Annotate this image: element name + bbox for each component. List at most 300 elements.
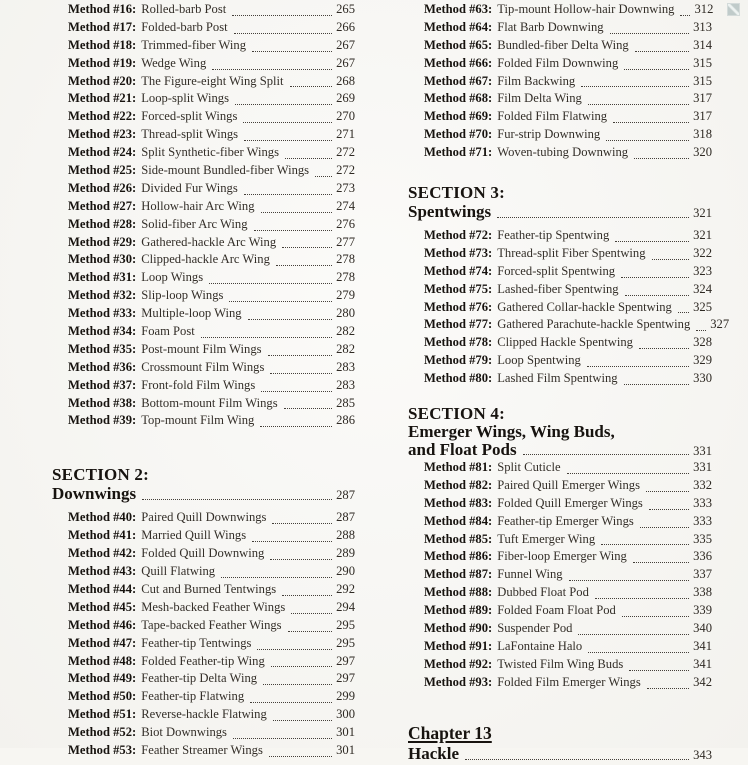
- dot-leader: [271, 666, 332, 667]
- page-number: 266: [336, 19, 355, 34]
- toc-entry-row: [424, 145, 712, 163]
- page-number: 333: [693, 495, 712, 510]
- method-label: Method #51:: [68, 707, 137, 722]
- entry-title: Lashed-fiber Spentwing: [497, 281, 619, 296]
- method-label: Method #79:: [424, 353, 493, 368]
- toc-left-column: [52, 2, 355, 761]
- page-number: 287: [336, 488, 355, 503]
- dot-leader: [142, 499, 332, 500]
- dot-leader: [633, 562, 689, 563]
- method-label: Method #72:: [424, 228, 493, 243]
- entry-title: Feather Streamer Wings: [141, 742, 263, 757]
- dot-leader: [252, 541, 332, 542]
- method-label: Method #43:: [68, 564, 137, 579]
- toc-entry-row: [68, 582, 355, 600]
- entry-title: Gathered-hackle Arc Wing: [141, 234, 277, 249]
- entry-title: Folded Foam Float Pod: [497, 603, 616, 618]
- entry-title: Reverse-hackle Flatwing: [141, 707, 267, 722]
- page-number: 301: [336, 725, 355, 740]
- dot-leader: [621, 277, 689, 278]
- page-number: 325: [693, 299, 712, 314]
- dot-leader: [288, 631, 333, 632]
- toc-entry-row: [68, 564, 355, 582]
- entry-title: Side-mount Bundled-fiber Wings: [141, 163, 310, 178]
- page-number: 276: [336, 216, 355, 231]
- dot-leader: [257, 649, 332, 650]
- toc-entry-row: [424, 478, 712, 496]
- toc-entry-row: [424, 317, 730, 335]
- page-number: 317: [693, 109, 712, 124]
- entry-title: Biot Downwings: [141, 725, 227, 740]
- page-number: 336: [693, 549, 712, 564]
- method-label: Method #78:: [424, 335, 493, 350]
- dot-leader: [647, 688, 689, 689]
- method-label: Method #53:: [68, 742, 137, 757]
- page-number: 312: [694, 2, 714, 16]
- dot-leader: [270, 373, 332, 374]
- entry-title: Married Quill Wings: [141, 528, 247, 543]
- image-placeholder-icon: [727, 3, 740, 16]
- toc-entry-row: [68, 145, 355, 163]
- method-label: Method #39:: [68, 413, 137, 428]
- method-label: Method #28:: [68, 216, 137, 231]
- page-number: 343: [693, 747, 712, 762]
- method-label: Method #42:: [68, 546, 137, 561]
- toc-entry-row: [424, 228, 712, 246]
- entry-title: Fur-strip Downwing: [497, 127, 601, 142]
- page-number: 301: [336, 742, 355, 757]
- section-title: Downwings: [52, 484, 137, 504]
- toc-entry-row: [424, 353, 712, 371]
- toc-entry-row: [68, 360, 355, 378]
- dot-leader: [243, 122, 332, 123]
- toc-entry-row: [68, 38, 355, 56]
- entry-title: Loop Wings: [141, 270, 204, 285]
- method-label: Method #25:: [68, 163, 137, 178]
- toc-entry-row: [68, 725, 355, 743]
- page-number: 271: [336, 127, 355, 142]
- dot-leader: [282, 595, 332, 596]
- toc-entry-row: [424, 20, 712, 38]
- chapter-title: Hackle: [408, 743, 459, 763]
- left-entries-bottom: [52, 510, 355, 760]
- method-label: Method #49:: [68, 671, 137, 686]
- page-number: 287: [336, 510, 355, 525]
- method-label: Method #81:: [424, 460, 493, 475]
- section-2-block: [52, 465, 355, 505]
- entry-title: Slip-loop Wings: [141, 288, 224, 303]
- toc-entry-row: [68, 288, 355, 306]
- method-label: Method #40:: [68, 510, 137, 525]
- toc-right-column: [408, 2, 730, 765]
- dot-leader: [315, 176, 332, 177]
- method-label: Method #91:: [424, 638, 493, 653]
- dot-leader: [212, 69, 332, 70]
- entry-title: Rolled-barb Post: [141, 2, 227, 16]
- toc-entry-row: [68, 163, 355, 181]
- section-4-block: [408, 404, 712, 460]
- page-number: 313: [693, 19, 712, 34]
- method-label: Method #85:: [424, 531, 493, 546]
- toc-entry-row: [424, 603, 712, 621]
- dot-leader: [250, 702, 332, 703]
- dot-leader: [567, 473, 690, 474]
- dot-leader: [634, 158, 689, 159]
- toc-entry-row: [68, 91, 355, 109]
- toc-entry-row: [424, 567, 712, 585]
- page-number: 320: [693, 145, 712, 160]
- toc-entry-row: [424, 56, 712, 74]
- method-label: Method #35:: [68, 341, 137, 356]
- dot-leader: [613, 122, 689, 123]
- entry-title: Crossmount Film Wings: [141, 359, 265, 374]
- entry-title: Solid-fiber Arc Wing: [141, 216, 248, 231]
- method-label: Method #30:: [68, 252, 137, 267]
- dot-leader: [276, 265, 332, 266]
- method-label: Method #92:: [424, 656, 493, 671]
- toc-entry-row: [68, 181, 355, 199]
- entry-title: Film Delta Wing: [497, 91, 582, 106]
- toc-entry-row: [424, 335, 712, 353]
- toc-entry-row: [68, 74, 355, 92]
- page-number: 317: [693, 91, 712, 106]
- method-label: Method #88:: [424, 585, 493, 600]
- toc-entry-row: [424, 300, 712, 318]
- dot-leader: [678, 312, 689, 313]
- toc-entry-row: [68, 636, 355, 654]
- entry-title: Foam Post: [141, 324, 195, 339]
- dot-leader: [696, 330, 706, 331]
- dot-leader: [639, 348, 689, 349]
- page-number: 283: [336, 359, 355, 374]
- entry-title: Fiber-loop Emerger Wing: [497, 549, 627, 564]
- toc-entry-row: [424, 639, 712, 657]
- toc-entry-row: [424, 532, 712, 550]
- method-label: Method #80:: [424, 371, 493, 386]
- dot-leader: [640, 527, 689, 528]
- entry-title: Folded Quill Downwing: [141, 546, 265, 561]
- section-title-line: [408, 202, 712, 223]
- page-number: 280: [336, 306, 355, 321]
- entry-title: Mesh-backed Feather Wings: [141, 599, 286, 614]
- left-entries-top: [52, 2, 355, 431]
- method-label: Method #38:: [68, 395, 137, 410]
- page-number: 335: [693, 531, 712, 546]
- entry-title: Quill Flatwing: [141, 564, 216, 579]
- page-number: 341: [693, 638, 712, 653]
- entry-title: Loop-split Wings: [141, 91, 229, 106]
- entry-title: Cut and Burned Tentwings: [141, 581, 277, 596]
- method-label: Method #75:: [424, 281, 493, 296]
- entry-title: Split Cuticle: [497, 460, 561, 475]
- method-label: Method #90:: [424, 621, 493, 636]
- page-number: 337: [693, 567, 712, 582]
- section-title: Emerger Wings, Wing Buds,: [408, 422, 615, 442]
- method-label: Method #26:: [68, 180, 137, 195]
- dot-leader: [285, 158, 332, 159]
- method-label: Method #47:: [68, 635, 137, 650]
- dot-leader: [235, 104, 332, 105]
- method-label: Method #32:: [68, 288, 137, 303]
- method-label: Method #68:: [424, 91, 493, 106]
- toc-entry-row: [68, 671, 355, 689]
- toc-entry-row: [68, 109, 355, 127]
- entry-title: Hollow-hair Arc Wing: [141, 198, 255, 213]
- page-number: 323: [693, 263, 712, 278]
- toc-entry-row: [68, 217, 355, 235]
- method-label: Method #89:: [424, 603, 493, 618]
- method-label: Method #87:: [424, 567, 493, 582]
- page-number: 272: [336, 163, 355, 178]
- entry-title: Tape-backed Feather Wings: [141, 617, 282, 632]
- method-label: Method #84:: [424, 513, 493, 528]
- toc-entry-row: [424, 460, 712, 478]
- toc-entry-row: [68, 396, 355, 414]
- entry-title: Trimmed-fiber Wing: [141, 37, 247, 52]
- section-title-line-1: [408, 423, 712, 441]
- method-label: Method #93:: [424, 674, 493, 689]
- entry-title: Folded Film Flatwing: [497, 109, 608, 124]
- entry-title: Twisted Film Wing Buds: [497, 656, 624, 671]
- toc-entry-row: [424, 127, 712, 145]
- entry-title: Bundled-fiber Delta Wing: [497, 37, 629, 52]
- dot-leader: [232, 15, 332, 16]
- method-label: Method #37:: [68, 377, 137, 392]
- page-number: 283: [336, 377, 355, 392]
- dot-leader: [254, 230, 333, 231]
- toc-entry-row: [424, 585, 712, 603]
- page-number: 265: [336, 2, 355, 16]
- page-number: 314: [693, 37, 712, 52]
- dot-leader: [622, 616, 689, 617]
- toc-entry-row: [424, 2, 712, 20]
- dot-leader: [252, 51, 332, 52]
- page-number: 342: [693, 674, 712, 689]
- method-label: Method #34:: [68, 324, 137, 339]
- toc-entry-row: [68, 510, 355, 528]
- page-number: 341: [693, 656, 712, 671]
- dot-leader: [601, 544, 689, 545]
- entry-title: Thread-split Fiber Spentwing: [497, 245, 646, 260]
- toc-entry-row: [424, 264, 712, 282]
- method-label: Method #69:: [424, 109, 493, 124]
- dot-leader: [635, 51, 689, 52]
- page-number: 329: [693, 353, 712, 368]
- entry-title: Folded Feather-tip Wing: [141, 653, 265, 668]
- toc-entry-row: [68, 306, 355, 324]
- dot-leader: [270, 559, 332, 560]
- page-number: 333: [693, 513, 712, 528]
- toc-entry-row: [424, 91, 712, 109]
- dot-leader: [248, 319, 333, 320]
- toc-entry-row: [424, 74, 712, 92]
- method-label: Method #33:: [68, 306, 137, 321]
- method-label: Method #66:: [424, 55, 493, 70]
- entry-title: Wedge Wing: [141, 55, 207, 70]
- method-label: Method #82:: [424, 477, 493, 492]
- method-label: Method #16:: [68, 2, 137, 16]
- entry-title: Divided Fur Wings: [141, 180, 238, 195]
- right-entries-bottom: [408, 460, 712, 693]
- toc-entry-row: [68, 378, 355, 396]
- chapter-13-block: [408, 723, 712, 765]
- method-label: Method #67:: [424, 73, 493, 88]
- page-number: 279: [336, 288, 355, 303]
- dot-leader: [497, 217, 689, 218]
- dot-leader: [587, 366, 689, 367]
- dot-leader: [261, 391, 332, 392]
- entry-title: Tuft Emerger Wing: [497, 531, 596, 546]
- toc-entry-row: [68, 689, 355, 707]
- dot-leader: [595, 598, 689, 599]
- section-title-line: [52, 484, 355, 505]
- dot-leader: [465, 759, 689, 760]
- dot-leader: [625, 295, 690, 296]
- dot-leader: [233, 738, 332, 739]
- method-label: Method #63:: [424, 2, 493, 16]
- dot-leader: [244, 194, 332, 195]
- page-number: 297: [336, 653, 355, 668]
- method-label: Method #44:: [68, 581, 137, 596]
- page-number: 290: [336, 564, 355, 579]
- toc-entry-row: [424, 549, 712, 567]
- toc-entry-row: [424, 621, 712, 639]
- method-label: Method #31:: [68, 270, 137, 285]
- toc-entry-row: [68, 252, 355, 270]
- method-label: Method #77:: [424, 317, 493, 332]
- page-number: 288: [336, 528, 355, 543]
- method-label: Method #19:: [68, 55, 137, 70]
- dot-leader: [680, 15, 690, 16]
- section-title: Spentwings: [408, 202, 492, 222]
- method-label: Method #71:: [424, 145, 493, 160]
- page-number: 289: [336, 546, 355, 561]
- dot-leader: [624, 69, 689, 70]
- toc-entry-row: [424, 496, 712, 514]
- entry-title: Post-mount Film Wings: [141, 341, 262, 356]
- method-label: Method #22:: [68, 109, 137, 124]
- method-label: Method #18:: [68, 37, 137, 52]
- entry-title: Folded Film Emerger Wings: [497, 674, 641, 689]
- method-label: Method #41:: [68, 528, 137, 543]
- page-number: 286: [336, 413, 355, 428]
- section-title-line-2: [408, 441, 712, 461]
- entry-title: Bottom-mount Film Wings: [141, 395, 278, 410]
- method-label: Method #73:: [424, 245, 493, 260]
- method-label: Method #83:: [424, 495, 493, 510]
- dot-leader: [244, 140, 332, 141]
- toc-entry-row: [424, 246, 712, 264]
- dot-leader: [284, 408, 332, 409]
- page-number: 330: [693, 371, 712, 386]
- page-number: 267: [336, 37, 355, 52]
- dot-leader: [615, 241, 689, 242]
- entry-title: Feather-tip Spentwing: [497, 228, 610, 243]
- entry-title: Clipped-hackle Arc Wing: [141, 252, 270, 267]
- page-number: 300: [336, 707, 355, 722]
- entry-title: The Figure-eight Wing Split: [141, 73, 284, 88]
- dot-leader: [649, 509, 689, 510]
- toc-entry-row: [68, 270, 355, 288]
- entry-title: Forced-split Wings: [141, 109, 238, 124]
- dot-leader: [273, 720, 332, 721]
- entry-title: Folded Quill Emerger Wings: [497, 495, 643, 510]
- entry-title: Folded-barb Post: [141, 19, 228, 34]
- dot-leader: [201, 337, 332, 338]
- toc-entry-row: [68, 707, 355, 725]
- entry-title: Feather-tip Delta Wing: [141, 671, 258, 686]
- page-number: 282: [336, 341, 355, 356]
- page-number: 331: [693, 460, 712, 475]
- page-number: 274: [336, 198, 355, 213]
- page-number: 340: [693, 621, 712, 636]
- entry-title: Front-fold Film Wings: [141, 377, 256, 392]
- toc-entry-row: [68, 2, 355, 20]
- entry-title: Multiple-loop Wing: [141, 306, 242, 321]
- page-number: 327: [710, 317, 730, 332]
- dot-leader: [581, 86, 689, 87]
- dot-leader: [652, 259, 690, 260]
- toc-entry-row: [424, 514, 712, 532]
- entry-title: Lashed Film Spentwing: [497, 371, 618, 386]
- dot-leader: [569, 580, 690, 581]
- toc-entry-row: [68, 235, 355, 253]
- toc-entry-row: [68, 743, 355, 761]
- method-label: Method #86:: [424, 549, 493, 564]
- dot-leader: [588, 652, 689, 653]
- dot-leader: [629, 670, 689, 671]
- page-number: 322: [693, 245, 712, 260]
- dot-leader: [282, 247, 332, 248]
- page-number: 277: [336, 234, 355, 249]
- entry-title: Folded Film Downwing: [497, 55, 619, 70]
- entry-title: Top-mount Film Wing: [141, 413, 255, 428]
- method-label: Method #17:: [68, 19, 137, 34]
- entry-title: Suspender Pod: [497, 621, 573, 636]
- toc-entry-row: [68, 199, 355, 217]
- entry-title: Woven-tubing Downwing: [497, 145, 629, 160]
- section-3-block: [408, 183, 712, 223]
- method-label: Method #21:: [68, 91, 137, 106]
- page-number: 321: [693, 206, 712, 221]
- method-label: Method #45:: [68, 599, 137, 614]
- toc-entry-row: [68, 546, 355, 564]
- page-number: 315: [693, 55, 712, 70]
- method-label: Method #46:: [68, 617, 137, 632]
- toc-entry-row: [424, 371, 712, 389]
- page-number: 285: [336, 395, 355, 410]
- method-label: Method #24:: [68, 145, 137, 160]
- toc-entry-row: [68, 324, 355, 342]
- toc-entry-row: [424, 38, 712, 56]
- page-number: 318: [693, 127, 712, 142]
- page-number: 268: [336, 73, 355, 88]
- toc-entry-row: [68, 127, 355, 145]
- page-number: 315: [693, 73, 712, 88]
- toc-entry-row: [68, 528, 355, 546]
- toc-entry-row: [68, 600, 355, 618]
- toc-entry-row: [68, 342, 355, 360]
- dot-leader: [606, 140, 689, 141]
- page-number: 282: [336, 324, 355, 339]
- dot-leader: [269, 756, 332, 757]
- method-label: Method #36:: [68, 359, 137, 374]
- page-number: 328: [693, 335, 712, 350]
- method-label: Method #50:: [68, 689, 137, 704]
- toc-entry-row: [68, 413, 355, 431]
- method-label: Method #52:: [68, 725, 137, 740]
- entry-title: Film Backwing: [497, 73, 576, 88]
